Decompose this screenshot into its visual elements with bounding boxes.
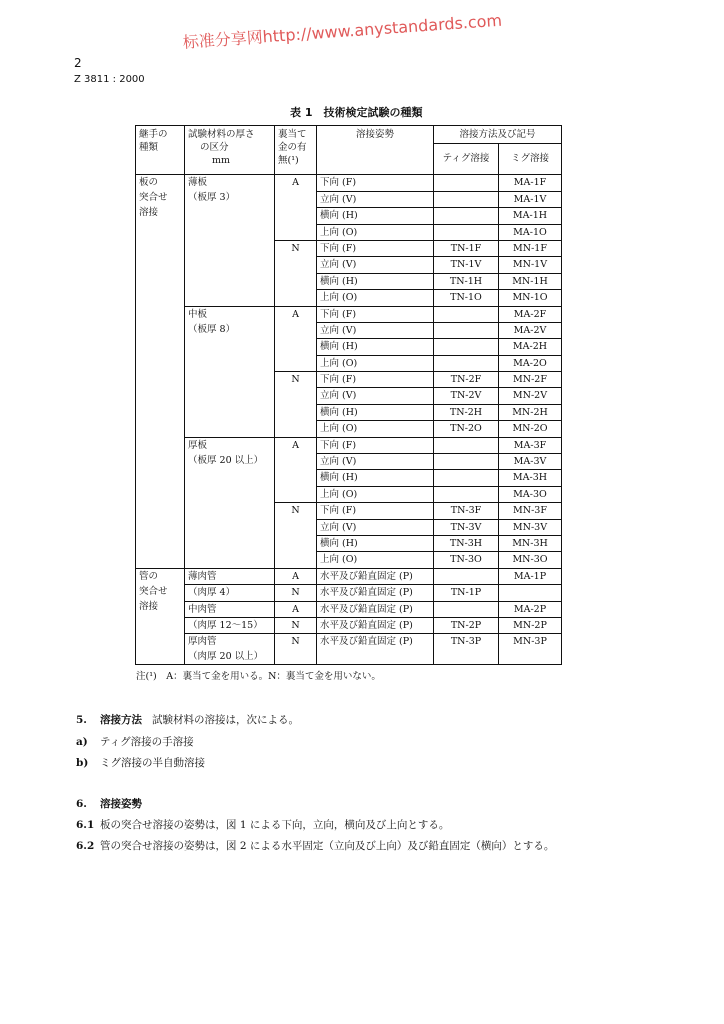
position-cell: 下向 (F) xyxy=(317,306,434,322)
position-cell: 水平及び鉛直固定 (P) xyxy=(317,617,434,633)
position-cell: 水平及び鉛直固定 (P) xyxy=(317,568,434,584)
backing-cell: A xyxy=(275,601,317,617)
position-cell: 横向 (H) xyxy=(317,535,434,551)
mig-code-cell: MA-2F xyxy=(499,306,562,322)
position-cell: 立向 (V) xyxy=(317,322,434,338)
tig-code-cell: TN-3O xyxy=(434,552,499,568)
pipe-rows xyxy=(136,568,562,665)
watermark-link[interactable]: 标准分享网http://www.anystandards.com xyxy=(182,10,503,52)
position-cell: 立向 (V) xyxy=(317,454,434,470)
backing-cell: A xyxy=(275,306,317,372)
mig-code-cell: MN-3H xyxy=(499,535,562,551)
tig-code-cell xyxy=(434,306,499,322)
header-backing: 裏当て 金の有 無(¹) xyxy=(275,126,317,175)
tig-code-cell: TN-3P xyxy=(434,634,499,665)
tig-code-cell xyxy=(434,601,499,617)
tig-code-cell: TN-1V xyxy=(434,257,499,273)
backing-cell: N xyxy=(275,503,317,569)
header-tig: ティグ溶接 xyxy=(434,144,499,175)
mig-code-cell: MN-2O xyxy=(499,421,562,437)
pipe-thickness-cell: 中肉管 xyxy=(185,601,275,617)
tig-code-cell xyxy=(434,437,499,453)
tig-code-cell xyxy=(434,322,499,338)
tig-code-cell: TN-1P xyxy=(434,585,499,601)
mig-code-cell: MN-1V xyxy=(499,257,562,273)
mig-code-cell: MA-2P xyxy=(499,601,562,617)
section-6-1: 6.1 板の突合せ溶接の姿勢は，図 1 による下向，立向，横向及び上向とする。 xyxy=(76,819,450,831)
mig-code-cell: MN-3P xyxy=(499,634,562,665)
table-row xyxy=(136,601,562,617)
position-cell: 下向 (F) xyxy=(317,240,434,256)
table-footnote: 注(¹) A：裏当て金を用いる。N：裏当て金を用いない。 xyxy=(136,671,381,682)
position-cell: 上向 (O) xyxy=(317,290,434,306)
backing-cell: N xyxy=(275,240,317,306)
mig-code-cell: MA-1P xyxy=(499,568,562,584)
position-cell: 上向 (O) xyxy=(317,224,434,240)
backing-cell: A xyxy=(275,437,317,503)
plate-rows xyxy=(136,175,562,568)
position-cell: 横向 (H) xyxy=(317,339,434,355)
header-joint-type: 継手の 種類 xyxy=(136,126,185,175)
header-thickness: 試験材料の厚さ の区分 mm xyxy=(185,126,275,175)
tig-code-cell: TN-3H xyxy=(434,535,499,551)
tig-code-cell xyxy=(434,191,499,207)
mig-code-cell: MA-3O xyxy=(499,486,562,502)
mig-code-cell: MA-2V xyxy=(499,322,562,338)
position-cell: 上向 (O) xyxy=(317,421,434,437)
position-cell: 下向 (F) xyxy=(317,437,434,453)
tig-code-cell: TN-1F xyxy=(434,240,499,256)
mig-code-cell: MN-2H xyxy=(499,404,562,420)
tig-code-cell: TN-2P xyxy=(434,617,499,633)
section-5-item-b: b) ミグ溶接の半自動溶接 xyxy=(76,757,205,769)
pipe-thickness-cell: （肉厚 12～15） xyxy=(185,617,275,633)
thickness-thick_plate: 厚板 （板厚 20 以上） xyxy=(185,437,275,568)
welding-test-table xyxy=(135,125,562,665)
table-header-row xyxy=(136,126,562,144)
position-cell: 上向 (O) xyxy=(317,552,434,568)
backing-cell: N xyxy=(275,617,317,633)
position-cell: 水平及び鉛直固定 (P) xyxy=(317,634,434,665)
position-cell: 水平及び鉛直固定 (P) xyxy=(317,601,434,617)
mig-code-cell: MA-2H xyxy=(499,339,562,355)
position-cell: 立向 (V) xyxy=(317,388,434,404)
section-6-2: 6.2 管の突合せ溶接の姿勢は，図 2 による水平固定（立向及び上向）及び鉛直固定（横向）とする。 xyxy=(76,840,555,852)
position-cell: 上向 (O) xyxy=(317,355,434,371)
position-cell: 立向 (V) xyxy=(317,191,434,207)
mig-code-cell: MA-3H xyxy=(499,470,562,486)
table-row xyxy=(136,437,562,453)
table-row xyxy=(136,175,562,191)
mig-code-cell: MA-1V xyxy=(499,191,562,207)
tig-code-cell: TN-2H xyxy=(434,404,499,420)
thickness-thin_plate: 薄板 （板厚 3） xyxy=(185,175,275,306)
position-cell: 横向 (H) xyxy=(317,208,434,224)
tig-code-cell: TN-2O xyxy=(434,421,499,437)
tig-code-cell xyxy=(434,568,499,584)
mig-code-cell: MA-1O xyxy=(499,224,562,240)
mig-code-cell: MN-1F xyxy=(499,240,562,256)
tig-code-cell: TN-1O xyxy=(434,290,499,306)
section-5-heading: 5. 溶接方法 試験材料の溶接は，次による。 xyxy=(76,714,300,726)
table-row xyxy=(136,585,562,601)
section-5-item-a: a) ティグ溶接の手溶接 xyxy=(76,736,194,748)
backing-cell: A xyxy=(275,175,317,241)
pipe-thickness-cell: 厚肉管 （肉厚 20 以上） xyxy=(185,634,275,665)
mig-code-cell: MA-1F xyxy=(499,175,562,191)
position-cell: 横向 (H) xyxy=(317,470,434,486)
table-caption: 表 1 技術検定試験の種類 xyxy=(290,106,423,119)
mig-code-cell: MA-2O xyxy=(499,355,562,371)
table-row xyxy=(136,306,562,322)
table-row xyxy=(136,568,562,584)
section-6-heading: 6. 溶接姿勢 xyxy=(76,798,142,810)
position-cell: 下向 (F) xyxy=(317,175,434,191)
joint-type-plate: 板の 突合せ 溶接 xyxy=(136,175,185,568)
position-cell: 下向 (F) xyxy=(317,503,434,519)
tig-code-cell xyxy=(434,355,499,371)
mig-code-cell: MN-2V xyxy=(499,388,562,404)
mig-code-cell: MN-2P xyxy=(499,617,562,633)
mig-code-cell: MN-1H xyxy=(499,273,562,289)
thickness-medium_plate: 中板 （板厚 8） xyxy=(185,306,275,437)
joint-type-pipe: 管の 突合せ 溶接 xyxy=(136,568,185,665)
header-method-group: 溶接方法及び記号 xyxy=(434,126,562,144)
tig-code-cell: TN-1H xyxy=(434,273,499,289)
pipe-thickness-cell: （肉厚 4） xyxy=(185,585,275,601)
tig-code-cell: TN-2F xyxy=(434,372,499,388)
position-cell: 上向 (O) xyxy=(317,486,434,502)
position-cell: 横向 (H) xyxy=(317,273,434,289)
position-cell: 立向 (V) xyxy=(317,519,434,535)
mig-code-cell: MA-3V xyxy=(499,454,562,470)
pipe-thickness-cell: 薄肉管 xyxy=(185,568,275,584)
table-row xyxy=(136,617,562,633)
mig-code-cell: MN-3V xyxy=(499,519,562,535)
tig-code-cell xyxy=(434,454,499,470)
header-position: 溶接姿勢 xyxy=(317,126,434,175)
mig-code-cell: MN-3F xyxy=(499,503,562,519)
mig-code-cell: MA-3F xyxy=(499,437,562,453)
table-row xyxy=(136,634,562,665)
standard-code: Z 3811 : 2000 xyxy=(74,74,145,85)
position-cell: 横向 (H) xyxy=(317,404,434,420)
mig-code-cell: MN-1O xyxy=(499,290,562,306)
tig-code-cell xyxy=(434,208,499,224)
page-number: 2 xyxy=(74,56,82,70)
mig-code-cell: MA-1H xyxy=(499,208,562,224)
backing-cell: N xyxy=(275,585,317,601)
mig-code-cell: MN-3O xyxy=(499,552,562,568)
tig-code-cell xyxy=(434,175,499,191)
backing-cell: N xyxy=(275,634,317,665)
tig-code-cell xyxy=(434,339,499,355)
position-cell: 立向 (V) xyxy=(317,257,434,273)
mig-code-cell xyxy=(499,585,562,601)
position-cell: 下向 (F) xyxy=(317,372,434,388)
tig-code-cell xyxy=(434,470,499,486)
tig-code-cell xyxy=(434,224,499,240)
tig-code-cell: TN-2V xyxy=(434,388,499,404)
mig-code-cell: MN-2F xyxy=(499,372,562,388)
header-mig: ミグ溶接 xyxy=(499,144,562,175)
position-cell: 水平及び鉛直固定 (P) xyxy=(317,585,434,601)
backing-cell: N xyxy=(275,372,317,438)
tig-code-cell: TN-3F xyxy=(434,503,499,519)
tig-code-cell xyxy=(434,486,499,502)
backing-cell: A xyxy=(275,568,317,584)
tig-code-cell: TN-3V xyxy=(434,519,499,535)
